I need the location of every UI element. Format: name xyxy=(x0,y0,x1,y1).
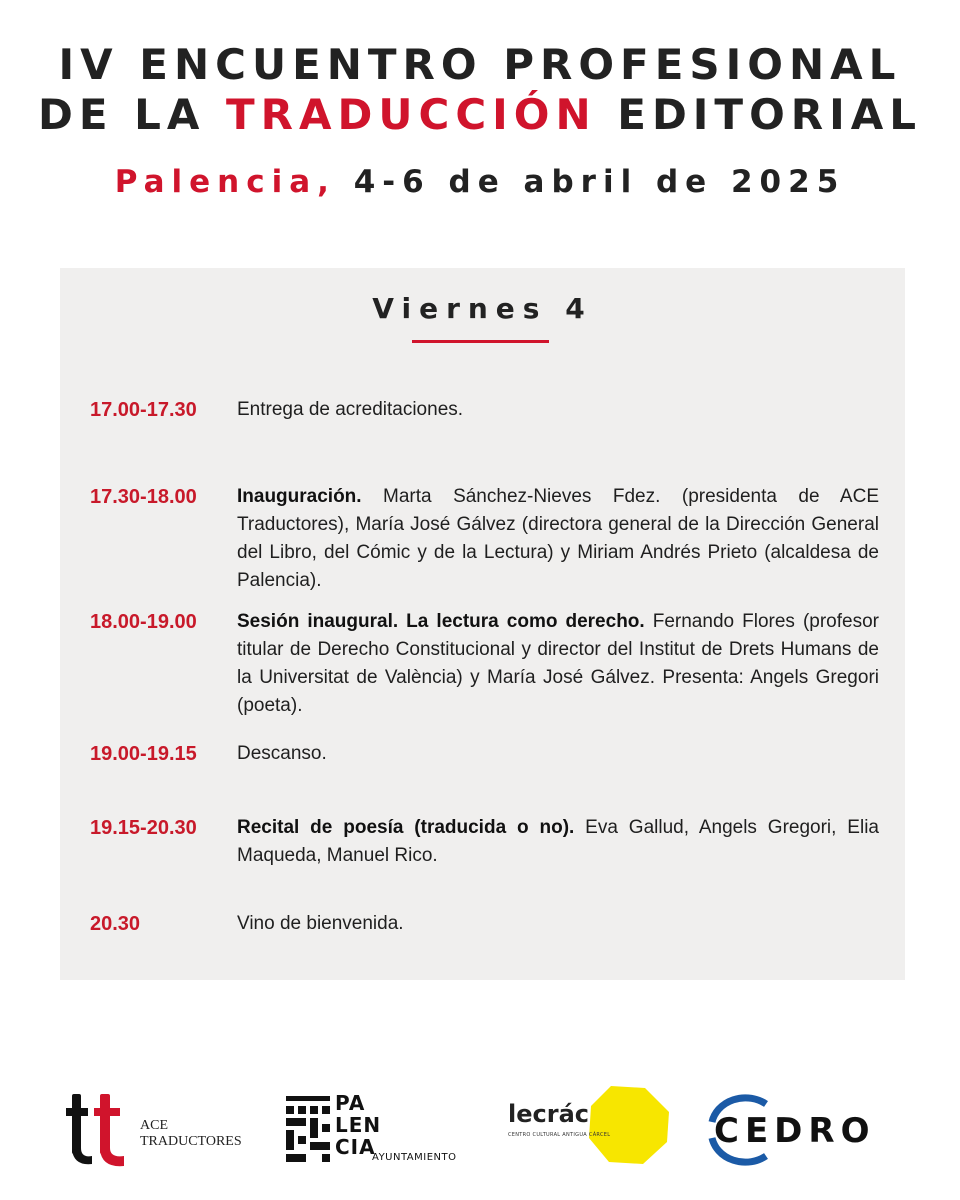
schedule-time: 17.30-18.00 xyxy=(90,486,197,508)
schedule-detail: Vino de bienvenida. xyxy=(237,913,404,934)
palencia-line-3: CIA xyxy=(335,1135,376,1159)
schedule-time: 18.00-19.00 xyxy=(90,611,197,633)
schedule-description xyxy=(237,740,879,768)
schedule-panel xyxy=(60,268,905,980)
cedro-logo-icon xyxy=(702,1092,912,1168)
event-subtitle xyxy=(0,164,960,200)
schedule-time: 19.00-19.15 xyxy=(90,743,197,765)
schedule-detail: Descanso. xyxy=(237,743,327,764)
ace-traductores-logo-icon xyxy=(64,1090,134,1170)
schedule-description xyxy=(237,483,885,595)
event-place: Palencia, xyxy=(114,164,336,200)
title-highlight: TRADUCCIÓN xyxy=(226,90,597,139)
lecrac-sublabel: CENTRO CULTURAL ANTIGUA CÁRCEL xyxy=(508,1132,611,1138)
schedule-description xyxy=(237,396,879,424)
cedro-label: CEDRO xyxy=(714,1111,876,1151)
lecrac-label: lecrác xyxy=(508,1100,589,1128)
schedule-time: 20.30 xyxy=(90,913,141,935)
palencia-logo-icon xyxy=(284,1094,332,1164)
schedule-detail: Eva Gallud, Angels Gregori, Elia Maqueda, Manuel Rico. xyxy=(237,817,885,866)
palencia-label xyxy=(335,1092,381,1158)
title-line-1: IV ENCUENTRO PROFESIONAL xyxy=(58,40,902,89)
schedule-time: 17.00-17.30 xyxy=(90,399,197,421)
title-line-2 xyxy=(0,90,960,140)
schedule-description xyxy=(237,814,885,870)
ace-traductores-label xyxy=(140,1118,242,1150)
day-heading: Viernes 4 xyxy=(372,292,593,325)
schedule-title: Sesión inaugural. La lectura como derecho. xyxy=(237,611,645,632)
schedule-title: Recital de poesía (traducida o no). xyxy=(237,817,575,838)
palencia-ayuntamiento: AYUNTAMIENTO xyxy=(372,1152,457,1163)
schedule-title: Inauguración. xyxy=(237,486,362,507)
schedule-description xyxy=(237,608,885,720)
title-prefix: DE LA xyxy=(37,90,227,139)
event-title xyxy=(0,40,960,140)
schedule-time: 19.15-20.30 xyxy=(90,817,197,839)
schedule-detail: Entrega de acreditaciones. xyxy=(237,399,464,420)
ace-line-2: TRADUCTORES xyxy=(140,1134,242,1149)
schedule-detail: Fernando Flores (profesor titular de Derecho Constitucional y director del Institut de Drets Humans de la Universitat de València) y María José Gálvez. Presenta: Angels Gregori (poeta). xyxy=(237,611,885,716)
title-suffix: EDITORIAL xyxy=(596,90,923,139)
ace-line-1: ACE xyxy=(140,1118,168,1133)
schedule-detail: Marta Sánchez-Nieves Fdez. (presidenta de ACE Traductores), María José Gálvez (directora general de la Dirección General del Libro, del Cómic y de la Lectura) y Miriam Andrés Prieto (alcaldesa de Palencia). xyxy=(237,486,885,591)
palencia-line-1: PA xyxy=(335,1091,366,1115)
palencia-line-2: LEN xyxy=(335,1113,382,1137)
lecrac-octagon-icon xyxy=(585,1084,671,1166)
sponsor-logos xyxy=(0,1080,960,1180)
schedule-description xyxy=(237,910,879,938)
event-dates: 4-6 de abril de 2025 xyxy=(353,164,846,200)
day-divider xyxy=(412,340,549,343)
